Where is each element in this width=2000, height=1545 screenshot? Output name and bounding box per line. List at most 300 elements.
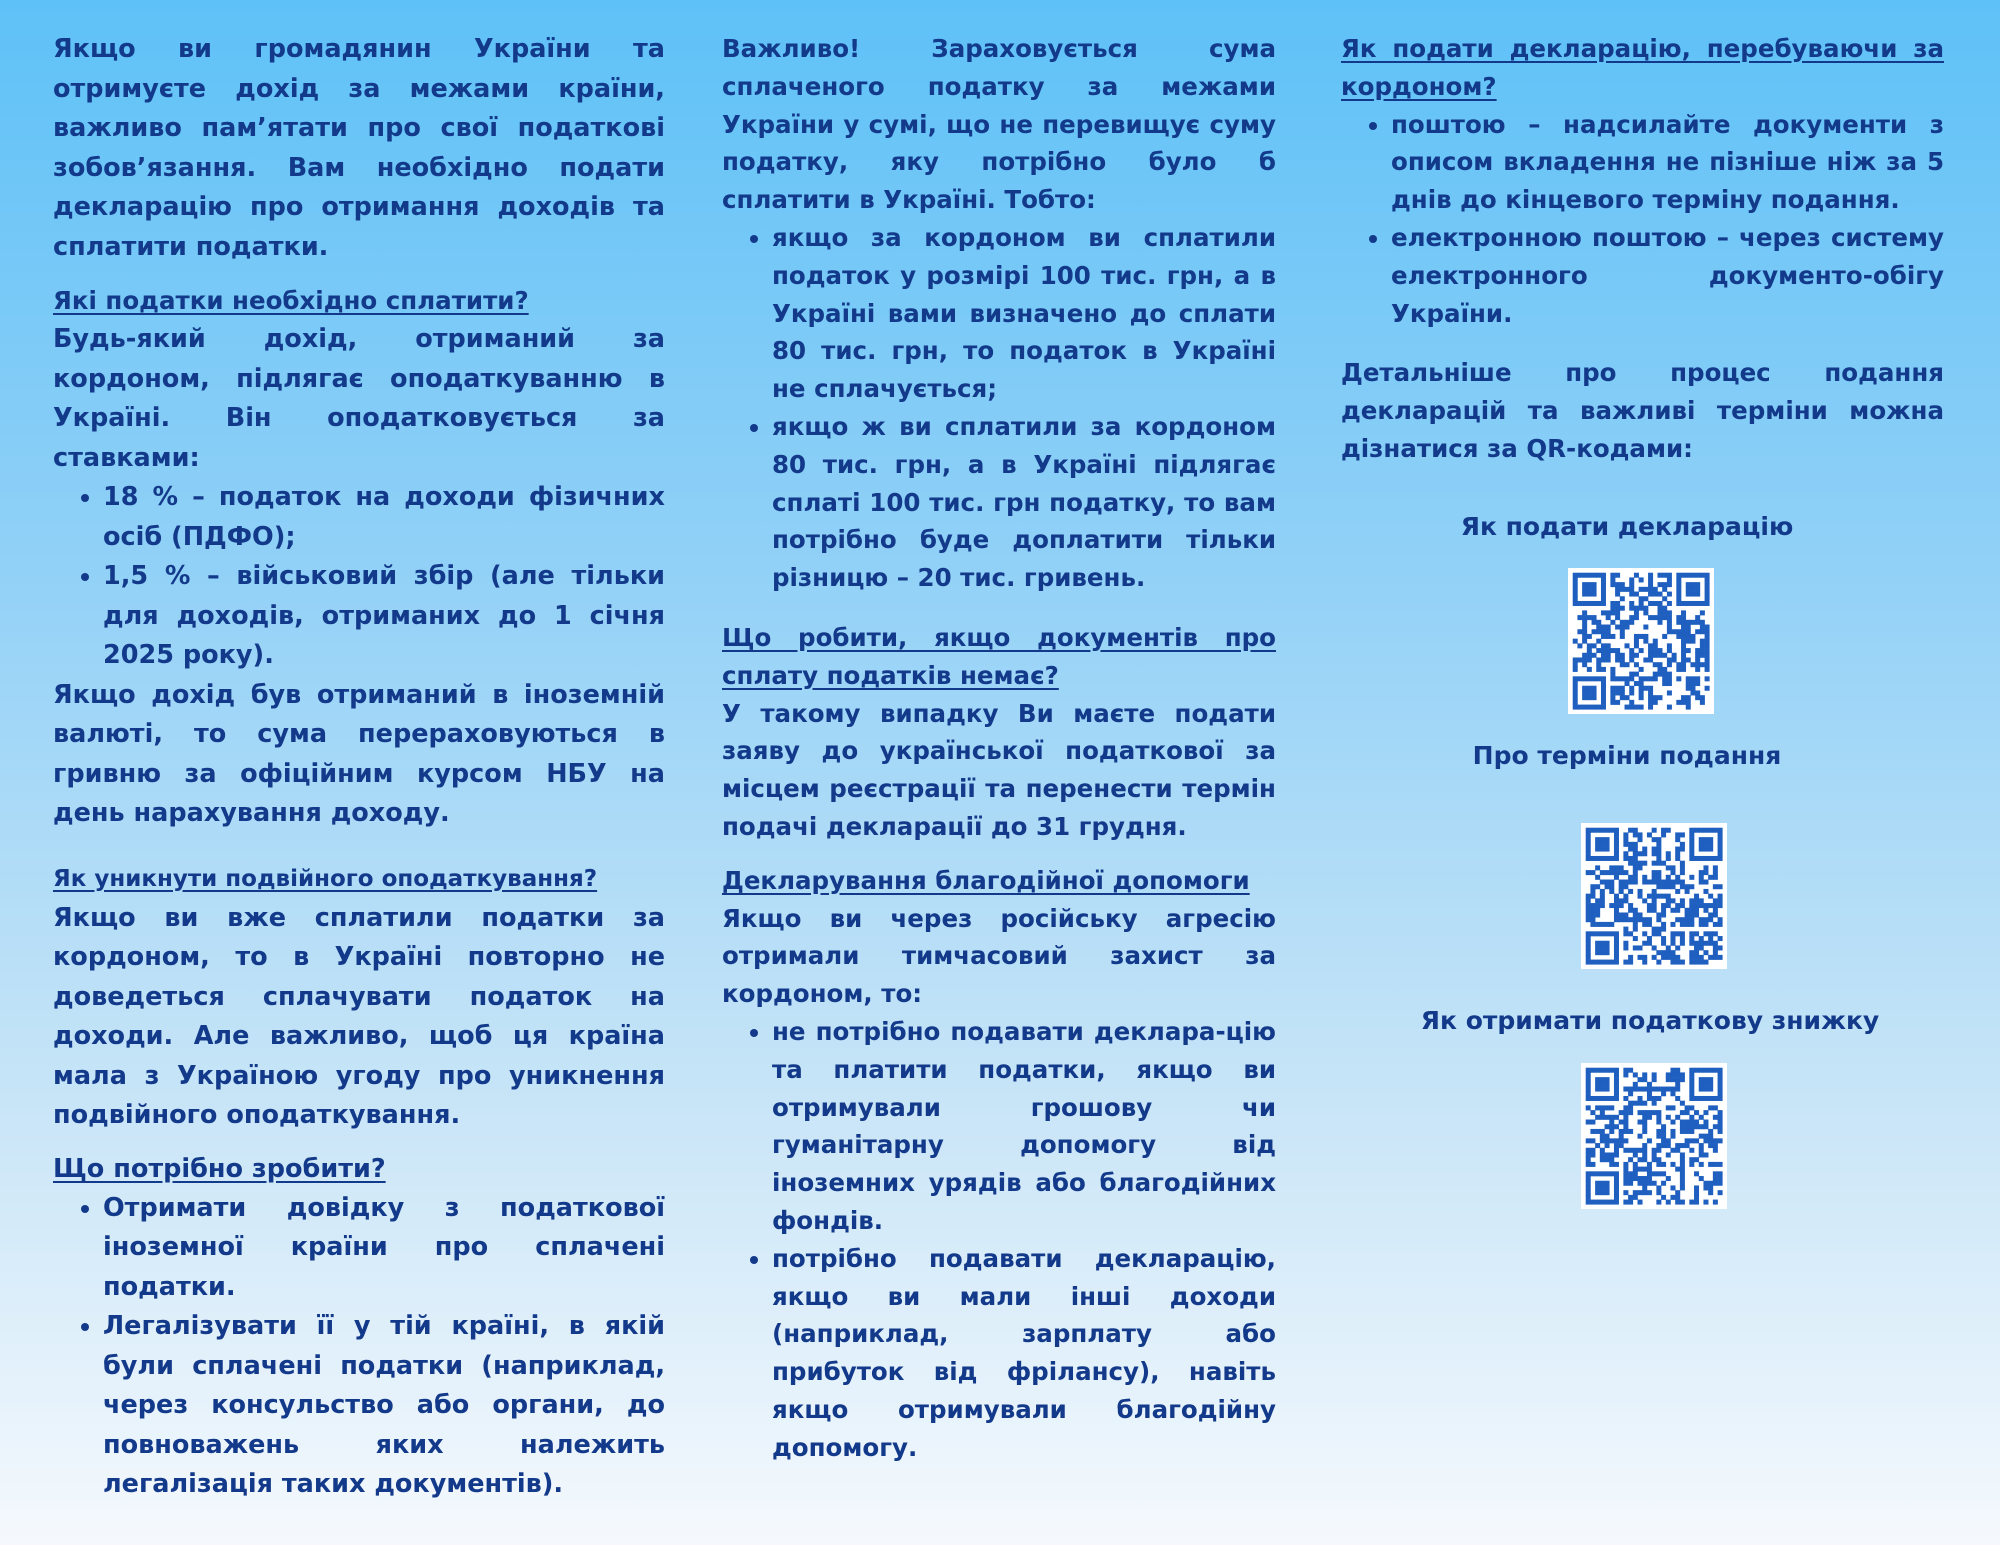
qr-module bbox=[1629, 592, 1634, 597]
qr-module bbox=[1592, 582, 1597, 587]
qr-module bbox=[1670, 1091, 1675, 1096]
qr-module bbox=[1629, 582, 1634, 587]
qr-module bbox=[1700, 639, 1705, 644]
qr-module bbox=[1638, 865, 1643, 870]
qr-module bbox=[1625, 643, 1630, 648]
qr-module bbox=[1596, 629, 1601, 634]
qr-module bbox=[1587, 587, 1592, 592]
qr-module bbox=[1699, 842, 1704, 847]
qr-module bbox=[1648, 643, 1653, 648]
qr-module bbox=[1694, 912, 1699, 917]
qr-module bbox=[1703, 1152, 1708, 1157]
qr-module bbox=[1653, 672, 1658, 677]
qr-module bbox=[1708, 856, 1713, 861]
qr-module bbox=[1675, 903, 1680, 908]
qr-module bbox=[1689, 1115, 1694, 1120]
qr-module bbox=[1623, 832, 1628, 837]
qr-module bbox=[1661, 1091, 1666, 1096]
qr-module bbox=[1634, 634, 1639, 639]
qr-module bbox=[1675, 945, 1680, 950]
qr-module bbox=[1638, 1110, 1643, 1115]
qr-module bbox=[1610, 620, 1615, 625]
qr-module bbox=[1648, 601, 1653, 606]
qr-module bbox=[1699, 1143, 1704, 1148]
qr-module bbox=[1661, 884, 1666, 889]
qr-module bbox=[1609, 828, 1614, 833]
qr-module bbox=[1708, 1134, 1713, 1139]
qr-module bbox=[1685, 912, 1690, 917]
qr-module bbox=[1667, 672, 1672, 677]
qr-module bbox=[1699, 856, 1704, 861]
qr-module bbox=[1595, 931, 1600, 936]
qr-module bbox=[1615, 690, 1620, 695]
qr-module bbox=[1623, 1124, 1628, 1129]
qr-module bbox=[1586, 1072, 1591, 1077]
qr-module bbox=[1620, 582, 1625, 587]
qr-module bbox=[1615, 648, 1620, 653]
qr-module bbox=[1605, 950, 1610, 955]
abroad-heading: Як подати декларацію, перебуваючи за кордоном? bbox=[1341, 34, 1944, 101]
qr-module bbox=[1647, 1167, 1652, 1172]
qr-module bbox=[1708, 931, 1713, 936]
qr-module bbox=[1703, 1087, 1708, 1092]
qr-module bbox=[1657, 648, 1662, 653]
qr-module bbox=[1642, 960, 1647, 965]
qr-module bbox=[1686, 634, 1691, 639]
qr-module bbox=[1662, 672, 1667, 677]
qr-module bbox=[1609, 1171, 1614, 1176]
qr-module bbox=[1605, 1087, 1610, 1092]
qr-module bbox=[1695, 648, 1700, 653]
qr-module bbox=[1590, 917, 1595, 922]
qr-module bbox=[1680, 922, 1685, 927]
qr-module bbox=[1573, 662, 1578, 667]
qr-module bbox=[1586, 847, 1591, 852]
qr-module bbox=[1718, 1176, 1723, 1181]
qr-module bbox=[1648, 573, 1653, 578]
qr-module bbox=[1628, 880, 1633, 885]
qr-module bbox=[1652, 1087, 1657, 1092]
qr-module bbox=[1614, 941, 1619, 946]
qr-module bbox=[1639, 596, 1644, 601]
qr-module bbox=[1623, 917, 1628, 922]
qr-module bbox=[1666, 856, 1671, 861]
qr-module bbox=[1670, 936, 1675, 941]
qr-module bbox=[1639, 648, 1644, 653]
list-item: • електронною поштою – через систему електронного документо-обігу України. bbox=[1391, 219, 1944, 332]
qr-module bbox=[1605, 1115, 1610, 1120]
qr-module bbox=[1596, 657, 1601, 662]
qr-module bbox=[1587, 643, 1592, 648]
qr-module bbox=[1695, 681, 1700, 686]
qr-module bbox=[1605, 1152, 1610, 1157]
qr-module bbox=[1686, 639, 1691, 644]
qr-module bbox=[1656, 894, 1661, 899]
qr-module bbox=[1615, 615, 1620, 620]
qr-module bbox=[1590, 908, 1595, 913]
qr-module bbox=[1633, 912, 1638, 917]
qr-module bbox=[1601, 610, 1606, 615]
qr-module bbox=[1619, 1143, 1624, 1148]
qr-module bbox=[1614, 931, 1619, 936]
qr-module bbox=[1587, 667, 1592, 672]
qr-module bbox=[1666, 955, 1671, 960]
qr-module bbox=[1625, 625, 1630, 630]
qr-module bbox=[1657, 695, 1662, 700]
qr-module bbox=[1605, 1143, 1610, 1148]
qr-module bbox=[1656, 960, 1661, 965]
qr-module bbox=[1690, 587, 1695, 592]
qr-module bbox=[1713, 950, 1718, 955]
qr-module bbox=[1625, 676, 1630, 681]
qr-module bbox=[1642, 931, 1647, 936]
qr-module bbox=[1708, 847, 1713, 852]
qr-module bbox=[1648, 700, 1653, 705]
qr-module bbox=[1623, 960, 1628, 965]
qr-module bbox=[1680, 1200, 1685, 1205]
qr-module bbox=[1628, 1091, 1633, 1096]
qr-module bbox=[1718, 1077, 1723, 1082]
qr-module bbox=[1676, 582, 1681, 587]
qr-module bbox=[1670, 1077, 1675, 1082]
qr-module bbox=[1619, 884, 1624, 889]
qr-module bbox=[1638, 889, 1643, 894]
qr-module bbox=[1609, 960, 1614, 965]
qr-module bbox=[1666, 1105, 1671, 1110]
qr-module bbox=[1670, 880, 1675, 885]
qr-module bbox=[1620, 596, 1625, 601]
qr-module bbox=[1670, 1129, 1675, 1134]
qr-module bbox=[1586, 1077, 1591, 1082]
qr-module bbox=[1573, 681, 1578, 686]
qr-module bbox=[1628, 931, 1633, 936]
qr-module bbox=[1633, 851, 1638, 856]
qr-module bbox=[1633, 870, 1638, 875]
qr-module bbox=[1586, 1181, 1591, 1186]
qr-module bbox=[1614, 1082, 1619, 1087]
qr-module bbox=[1666, 884, 1671, 889]
qr-module bbox=[1614, 1200, 1619, 1205]
qr-module bbox=[1595, 865, 1600, 870]
qr-module bbox=[1639, 601, 1644, 606]
qr-module bbox=[1620, 690, 1625, 695]
qr-module bbox=[1600, 1105, 1605, 1110]
qr-module bbox=[1625, 587, 1630, 592]
qr-module bbox=[1615, 657, 1620, 662]
qr-module bbox=[1690, 690, 1695, 695]
qr-module bbox=[1656, 851, 1661, 856]
qr-module bbox=[1667, 610, 1672, 615]
qr-module bbox=[1577, 676, 1582, 681]
qr-module bbox=[1600, 1190, 1605, 1195]
qr-module bbox=[1675, 1077, 1680, 1082]
qr-module bbox=[1661, 861, 1666, 866]
qr-module bbox=[1681, 695, 1686, 700]
qr-module bbox=[1676, 596, 1681, 601]
qr-module bbox=[1633, 847, 1638, 852]
qr-module bbox=[1573, 582, 1578, 587]
qr-module bbox=[1713, 903, 1718, 908]
qr-module bbox=[1629, 690, 1634, 695]
qr-module bbox=[1623, 898, 1628, 903]
qr-module bbox=[1713, 941, 1718, 946]
qr-module bbox=[1596, 676, 1601, 681]
qr-module bbox=[1690, 681, 1695, 686]
qr-module bbox=[1689, 1072, 1694, 1077]
qr-module bbox=[1699, 1134, 1704, 1139]
qr-module bbox=[1676, 573, 1681, 578]
qr-module bbox=[1647, 1171, 1652, 1176]
qr-module bbox=[1623, 870, 1628, 875]
qr-module bbox=[1686, 657, 1691, 662]
qr-module bbox=[1708, 837, 1713, 842]
qr-module bbox=[1699, 875, 1704, 880]
qr-module bbox=[1705, 639, 1710, 644]
qr-module bbox=[1586, 828, 1591, 833]
qr-module bbox=[1634, 639, 1639, 644]
qr-module bbox=[1628, 875, 1633, 880]
qr-module bbox=[1642, 1129, 1647, 1134]
qr-module bbox=[1573, 577, 1578, 582]
qr-module bbox=[1652, 861, 1657, 866]
qr-module bbox=[1713, 1138, 1718, 1143]
qr-module bbox=[1639, 695, 1644, 700]
qr-module bbox=[1601, 667, 1606, 672]
qr-module bbox=[1577, 643, 1582, 648]
qr-module bbox=[1595, 875, 1600, 880]
qr-module bbox=[1605, 870, 1610, 875]
qr-module bbox=[1680, 870, 1685, 875]
qr-module bbox=[1638, 1190, 1643, 1195]
qr-module bbox=[1623, 1148, 1628, 1153]
qr-module bbox=[1652, 894, 1657, 899]
qr-module bbox=[1638, 837, 1643, 842]
qr-module bbox=[1699, 847, 1704, 852]
qr-module bbox=[1656, 1120, 1661, 1125]
qr-module bbox=[1661, 832, 1666, 837]
qr-module bbox=[1713, 865, 1718, 870]
qr-module bbox=[1705, 625, 1710, 630]
qr-module bbox=[1582, 601, 1587, 606]
qr-module bbox=[1620, 634, 1625, 639]
qr-module bbox=[1595, 960, 1600, 965]
qr-module bbox=[1699, 941, 1704, 946]
qr-module bbox=[1694, 828, 1699, 833]
qr-module bbox=[1586, 960, 1591, 965]
qr-module bbox=[1600, 889, 1605, 894]
qr-module bbox=[1610, 577, 1615, 582]
qr-module bbox=[1582, 582, 1587, 587]
qr-module bbox=[1623, 894, 1628, 899]
qr-module bbox=[1623, 1068, 1628, 1073]
qr-module bbox=[1686, 705, 1691, 710]
taxes-paragraph: Будь-який дохід, отриманий за кордоном, підлягає оподаткуванню в Україні. Він оподатковується за ставками: bbox=[53, 324, 665, 473]
qr-module bbox=[1582, 690, 1587, 695]
qr-module bbox=[1606, 615, 1611, 620]
qr-module bbox=[1652, 908, 1657, 913]
qr-module bbox=[1708, 894, 1713, 899]
qr-module bbox=[1703, 931, 1708, 936]
qr-module bbox=[1625, 695, 1630, 700]
qr-module bbox=[1605, 931, 1610, 936]
qr-module bbox=[1628, 1129, 1633, 1134]
qr-module bbox=[1600, 870, 1605, 875]
qr-module bbox=[1592, 686, 1597, 691]
qr-module bbox=[1605, 1096, 1610, 1101]
qr-module bbox=[1708, 1138, 1713, 1143]
qr-module bbox=[1633, 1101, 1638, 1106]
qr-module bbox=[1606, 610, 1611, 615]
qr-module bbox=[1689, 1068, 1694, 1073]
qr-module bbox=[1582, 615, 1587, 620]
qr-module bbox=[1614, 856, 1619, 861]
qr-module bbox=[1642, 1148, 1647, 1153]
qr-module bbox=[1586, 1096, 1591, 1101]
qr-module bbox=[1634, 592, 1639, 597]
qr-module bbox=[1708, 917, 1713, 922]
qr-module bbox=[1700, 629, 1705, 634]
qr-module bbox=[1614, 1087, 1619, 1092]
qr-module bbox=[1680, 1152, 1685, 1157]
qr-module bbox=[1620, 653, 1625, 658]
qr-module bbox=[1605, 884, 1610, 889]
qr-module bbox=[1676, 592, 1681, 597]
qr-module bbox=[1642, 1077, 1647, 1082]
qr-module bbox=[1680, 1129, 1685, 1134]
qr-module bbox=[1582, 657, 1587, 662]
qr-module bbox=[1652, 870, 1657, 875]
qr-module bbox=[1689, 912, 1694, 917]
qr-module bbox=[1653, 615, 1658, 620]
qr-module bbox=[1667, 662, 1672, 667]
qr-module bbox=[1666, 1176, 1671, 1181]
qr-module bbox=[1667, 681, 1672, 686]
qr-module bbox=[1708, 1077, 1713, 1082]
qr-module bbox=[1586, 1105, 1591, 1110]
qr-module bbox=[1590, 1152, 1595, 1157]
qr-module bbox=[1623, 880, 1628, 885]
qr-module bbox=[1656, 1190, 1661, 1195]
qr-module bbox=[1629, 657, 1634, 662]
qr-module bbox=[1686, 625, 1691, 630]
qr-module bbox=[1639, 690, 1644, 695]
qr-module bbox=[1718, 851, 1723, 856]
qr-module bbox=[1652, 903, 1657, 908]
qr-module bbox=[1647, 1176, 1652, 1181]
qr-module bbox=[1680, 1157, 1685, 1162]
qr-module bbox=[1610, 601, 1615, 606]
qr-module bbox=[1686, 695, 1691, 700]
qr-module bbox=[1656, 847, 1661, 852]
qr-module bbox=[1676, 676, 1681, 681]
qr-module bbox=[1657, 592, 1662, 597]
qr-module bbox=[1595, 1190, 1600, 1195]
qr-module bbox=[1661, 880, 1666, 885]
qr-module bbox=[1628, 856, 1633, 861]
qr-module bbox=[1667, 676, 1672, 681]
qr-module bbox=[1628, 917, 1633, 922]
qr-module bbox=[1614, 1185, 1619, 1190]
qr-module bbox=[1590, 912, 1595, 917]
qr-module bbox=[1657, 573, 1662, 578]
qr-module bbox=[1686, 582, 1691, 587]
qr-module bbox=[1713, 870, 1718, 875]
qr-module bbox=[1670, 1068, 1675, 1073]
charity-list bbox=[722, 1013, 1276, 1467]
qr-module bbox=[1705, 657, 1710, 662]
qr-module bbox=[1595, 1082, 1600, 1087]
qr-module bbox=[1638, 851, 1643, 856]
qr-module bbox=[1686, 681, 1691, 686]
qr-module bbox=[1625, 705, 1630, 710]
qr-module bbox=[1620, 676, 1625, 681]
qr-module bbox=[1590, 1171, 1595, 1176]
qr-module bbox=[1718, 936, 1723, 941]
qr-module bbox=[1633, 1176, 1638, 1181]
qr-module bbox=[1609, 884, 1614, 889]
qr-module bbox=[1619, 1120, 1624, 1125]
qr-module bbox=[1590, 856, 1595, 861]
qr-module bbox=[1610, 690, 1615, 695]
qr-module bbox=[1689, 1077, 1694, 1082]
qr-module bbox=[1718, 1068, 1723, 1073]
qr-module bbox=[1623, 1120, 1628, 1125]
qr-module bbox=[1686, 587, 1691, 592]
qr-code-icon[interactable] bbox=[1568, 568, 1714, 714]
qr-module bbox=[1643, 676, 1648, 681]
qr-module bbox=[1620, 625, 1625, 630]
qr-module bbox=[1586, 1190, 1591, 1195]
qr-module bbox=[1573, 686, 1578, 691]
qr-module bbox=[1703, 1134, 1708, 1139]
qr-module bbox=[1596, 601, 1601, 606]
qr-module bbox=[1577, 615, 1582, 620]
qr-module bbox=[1705, 582, 1710, 587]
qr-code-icon[interactable] bbox=[1581, 823, 1727, 969]
qr-module bbox=[1672, 657, 1677, 662]
qr-module bbox=[1590, 828, 1595, 833]
qr-module bbox=[1708, 1082, 1713, 1087]
qr-code-icon[interactable] bbox=[1581, 1063, 1727, 1209]
qr-module bbox=[1586, 898, 1591, 903]
qr-module bbox=[1670, 955, 1675, 960]
qr-module bbox=[1633, 1195, 1638, 1200]
qr-module bbox=[1647, 922, 1652, 927]
qr-module bbox=[1656, 1087, 1661, 1092]
list-item: • не потрібно подавати деклара-цію та платити податки, якщо ви отримували грошову чи гуманітарну допомогу від іноземних урядів або благодійних фондів. bbox=[772, 1013, 1276, 1240]
qr-module bbox=[1685, 1120, 1690, 1125]
qr-module bbox=[1656, 927, 1661, 932]
qr-module bbox=[1690, 601, 1695, 606]
qr-module bbox=[1595, 945, 1600, 950]
qr-module bbox=[1689, 917, 1694, 922]
qr-module bbox=[1587, 634, 1592, 639]
qr-module bbox=[1695, 667, 1700, 672]
qr-module bbox=[1638, 955, 1643, 960]
list-item: • якщо за кордоном ви сплатили податок у розмірі 100 тис. грн, а в Україні вами визначено до сплати 80 тис. грн, то податок в Україні не сплачується; bbox=[772, 219, 1276, 408]
qr-module bbox=[1586, 950, 1591, 955]
qr-module bbox=[1703, 837, 1708, 842]
qr-module bbox=[1605, 945, 1610, 950]
qr-module bbox=[1703, 922, 1708, 927]
qr-module bbox=[1642, 1124, 1647, 1129]
qr-module bbox=[1708, 955, 1713, 960]
qr-module bbox=[1605, 1105, 1610, 1110]
qr-module bbox=[1670, 884, 1675, 889]
qr-module bbox=[1653, 676, 1658, 681]
qr3-label: Як отримати податкову знижку bbox=[1420, 1006, 1880, 1035]
qr-module bbox=[1718, 1087, 1723, 1092]
